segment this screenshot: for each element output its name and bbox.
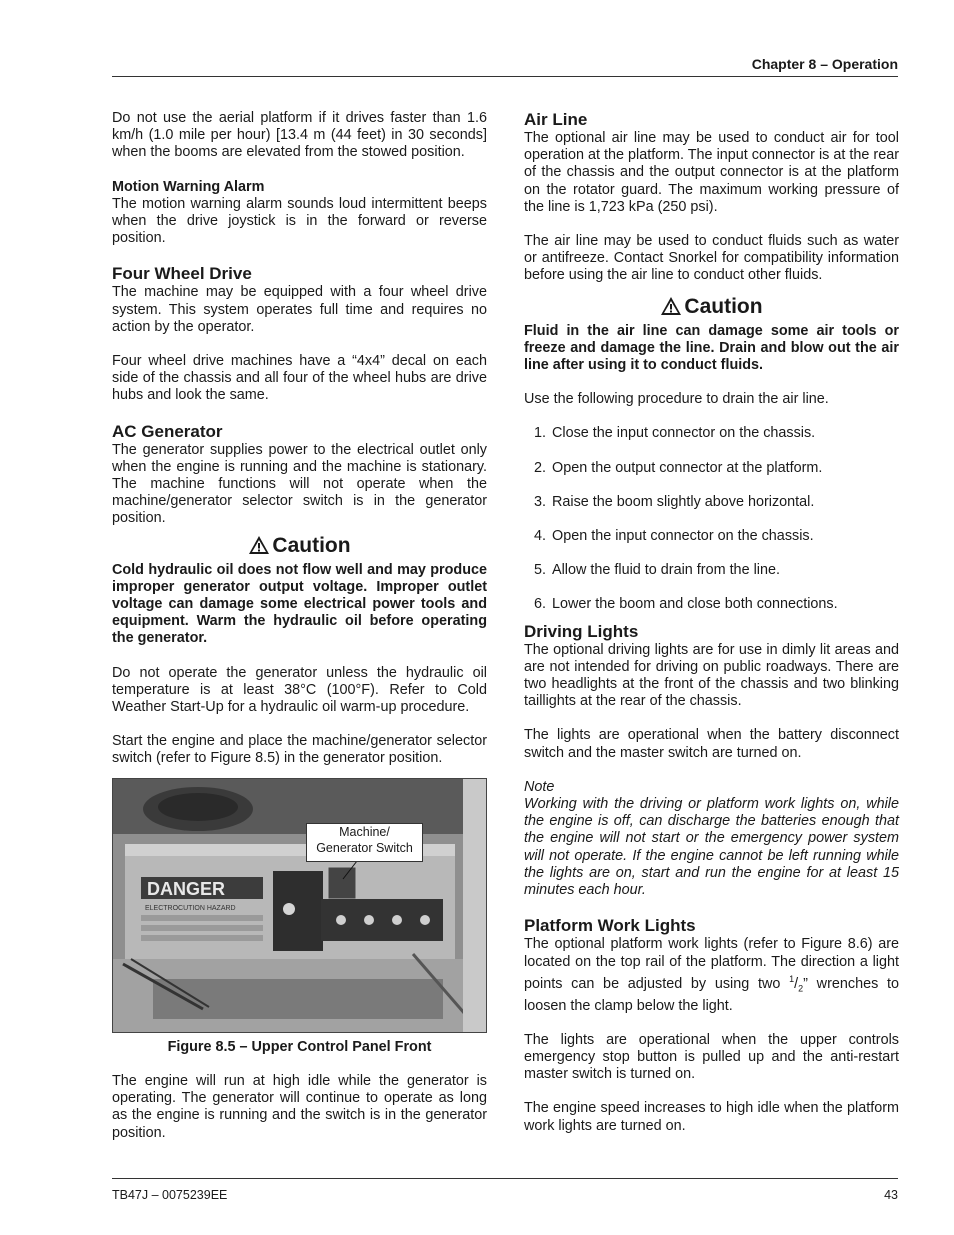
warning-triangle-icon — [248, 535, 270, 555]
four-wheel-drive-paragraph-1: The machine may be equipped with a four wheel drive system. This system operates full time and requires no action by the operator. — [112, 284, 487, 335]
ac-generator-paragraph-3: Start the engine and place the machine/generator selector switch (refer to Figure 8.5) in the generator position. — [112, 733, 487, 767]
header-rule — [112, 76, 898, 77]
motion-warning-paragraph: The motion warning alarm sounds loud intermittent beeps when the drive joystick is in the forward or reverse position. — [112, 195, 487, 247]
platform-work-lights-heading: Platform Work Lights — [524, 916, 696, 936]
list-item: 6. Lower the boom and close both connections. — [534, 596, 838, 613]
list-item: 1. Close the input connector on the chassis. — [534, 425, 816, 442]
motion-warning-heading: Motion Warning Alarm — [112, 178, 265, 195]
caution-heading-air-line: Caution — [524, 295, 899, 319]
platform-work-lights-paragraph-2: The lights are operational when the upper controls emergency stop button is pulled up and the anti-restart master switch is turned on. — [524, 1031, 899, 1083]
upper-control-panel-photo — [112, 778, 487, 1033]
fig-danger-sublabel: ELECTROCUTION HAZARD — [145, 904, 236, 912]
ac-generator-paragraph-2: Do not operate the generator unless the hydraulic oil temperature is at least 38°C (100°F). Refer to Cold Weather Start-Up for a hydraulic oil warm-up procedure. — [112, 664, 487, 716]
ac-generator-paragraph-1: The generator supplies power to the electrical outlet only when the engine is running and the machine is stationary. The machine functions will not operate when the machine/generator selector switch is in the generator position. — [112, 441, 487, 527]
ac-generator-paragraph-4: The engine will run at high idle while the generator is operating. The generator will continue to operate as long as the engine is running and the switch is in the generator position. — [112, 1072, 487, 1141]
caution-heading-generator: Caution — [112, 534, 487, 558]
driving-lights-paragraph-2: The lights are operational when the battery disconnect switch and the master switch are turned on. — [524, 727, 899, 761]
control-panel-illustration — [113, 779, 486, 1032]
four-wheel-drive-paragraph-2: Four wheel drive machines have a “4x4” decal on each side of the chassis and all four of the wheel hubs are drive hubs and look the same. — [112, 353, 487, 404]
drain-intro: Use the following procedure to drain the air line. — [524, 391, 829, 408]
list-item: 4. Open the input connector on the chassis. — [534, 528, 814, 545]
figure-caption: Figure 8.5 – Upper Control Panel Front — [167, 1038, 432, 1055]
driving-lights-paragraph-1: The optional driving lights are for use in dimly lit areas and are not intended for driving on public roadways. There are two headlights at the front of the chassis and two blinking taillights at the rear of the chassis. — [524, 641, 899, 710]
note-label: Note — [524, 778, 555, 795]
caution-generator-text: Cold hydraulic oil does not flow well and may produce improper generator output voltage. Improper outlet voltage can damage some electrical power tools and equipment. Warm the hydraulic oil before operating the generator. — [112, 561, 487, 647]
page-number: 43 — [884, 1188, 898, 1202]
note-text: Working with the driving or platform work lights on, while the engine is off, can discharge the batteries enough that the engine will not start or the emergency power system will not operate. If the engine cannot be left running while the lights are on, start and run the engine for at least 15 minutes each hour. — [524, 796, 899, 899]
air-line-heading: Air Line — [524, 110, 588, 129]
list-item: 3. Raise the boom slightly above horizontal. — [534, 493, 815, 510]
fig-danger-label: DANGER — [147, 878, 226, 899]
four-wheel-drive-heading: Four Wheel Drive — [112, 264, 252, 284]
platform-work-lights-paragraph-3: The engine speed increases to high idle when the platform work lights are turned on. — [524, 1100, 899, 1134]
machine-generator-switch-callout: Machine/ Generator Switch — [306, 823, 423, 862]
drive-speed-paragraph: Do not use the aerial platform if it drives faster than 1.6 km/h (1.0 mile per hour) [13.4 m (44 feet) in 30 seconds] when the booms are elevated from the stowed position. — [112, 110, 487, 161]
right-column — [524, 110, 899, 1135]
driving-lights-heading: Driving Lights — [524, 621, 639, 641]
ac-generator-heading: AC Generator — [112, 421, 223, 441]
platform-work-lights-paragraph-1: The optional platform work lights (refer to Figure 8.6) are located on the top rail of the platform. The direction a light points can be adjusted by using two $^1/_2$” wrenches to loosen the clamp below the light. — [524, 936, 899, 1014]
chapter-header: Chapter 8 – Operation — [751, 56, 898, 72]
warning-triangle-icon — [660, 296, 682, 316]
list-item: 2. Open the output connector at the platform. — [534, 459, 823, 476]
footer-rule — [112, 1178, 898, 1179]
list-item: 5. Allow the fluid to drain from the line. — [534, 562, 780, 579]
left-column — [112, 110, 487, 1142]
caution-air-line-text: Fluid in the air line can damage some air tools or freeze and damage the line. Drain and blow out the air line after using it to conduct fluids. — [524, 322, 899, 374]
drain-steps-list — [524, 425, 899, 613]
document-number: TB47J – 0075239EE — [112, 1188, 228, 1202]
air-line-paragraph-2: The air line may be used to conduct fluids such as water or antifreeze. Contact Snorkel for compatibility information before using the air line to conduct other fluids. — [524, 233, 899, 284]
air-line-paragraph-1: The optional air line may be used to conduct air for tool operation at the platform. The input connector is at the rear of the chassis and the output connector is at the platform on the rotator guard. The maximum working pressure of the line is 1,723 kPa (250 psi). — [524, 130, 899, 215]
